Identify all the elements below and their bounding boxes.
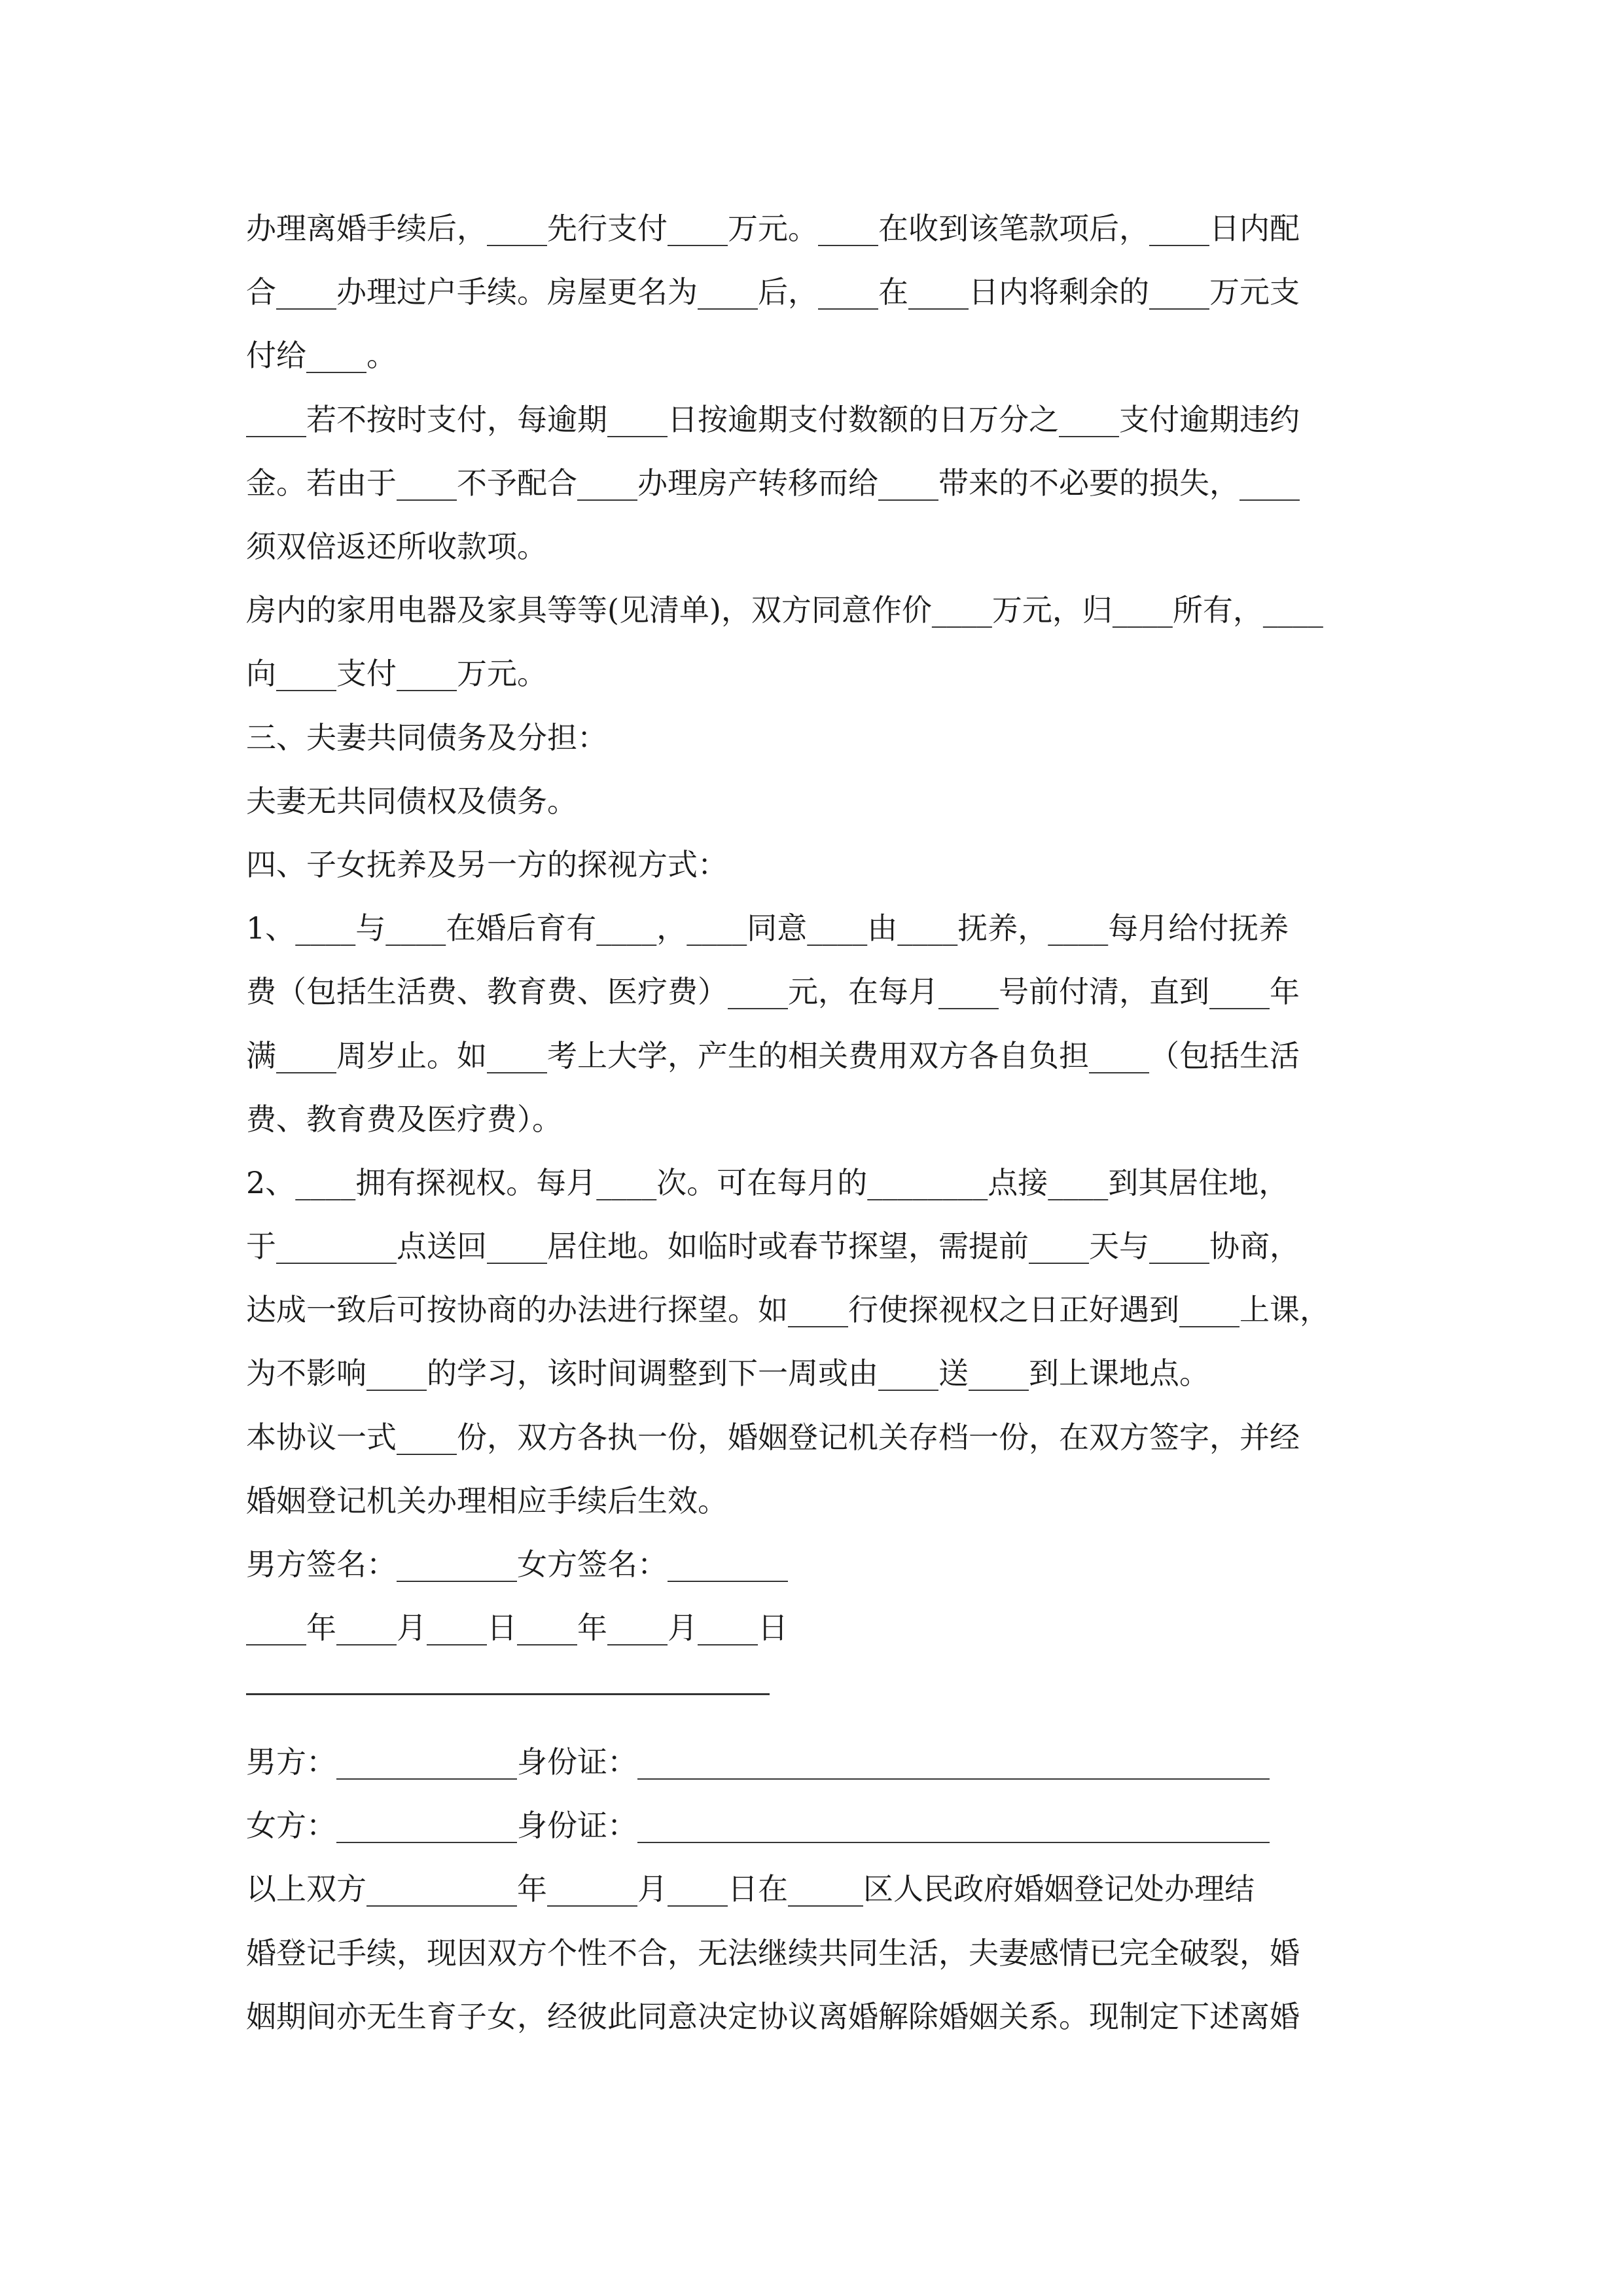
paragraph-line: 付给____。	[246, 338, 397, 373]
paragraph-line: 婚姻登记机关办理相应手续后生效。	[246, 1483, 728, 1518]
paragraph-line: 2、____拥有探视权。每月____次。可在每月的________点接____到其居住地，	[246, 1165, 1289, 1200]
paragraph-line: 须双倍返还所收款项。	[246, 529, 547, 564]
section-divider	[246, 1693, 770, 1695]
male-party-line: 男方：____________身份证：__________________________________________	[246, 1744, 1270, 1780]
paragraph-line: 以上双方__________年______月____日在_____区人民政府婚姻登记处办理结	[246, 1871, 1255, 1907]
paragraph-line: ____若不按时支付，每逾期____日按逾期支付数额的日万分之____支付逾期违约	[246, 402, 1300, 437]
paragraph-line: 向____支付____万元。	[246, 656, 547, 691]
paragraph-line: 金。若由于____不予配合____办理房产转移而给____带来的不必要的损失，____	[246, 465, 1300, 501]
paragraph-line: 费（包括生活费、教育费、医疗费）____元，在每月____号前付清，直到____年	[246, 974, 1300, 1009]
paragraph-line: 房内的家用电器及家具等等(见清单)，双方同意作价____万元，归____所有，____	[246, 592, 1323, 628]
paragraph-line: 达成一致后可按协商的办法进行探望。如____行使探视权之日正好遇到____上课，	[246, 1292, 1330, 1327]
paragraph-line: 于________点送回____居住地。如临时或春节探望，需提前____天与____协商，	[246, 1229, 1300, 1264]
signature-line: 男方签名：________女方签名：________	[246, 1547, 788, 1582]
section-heading: 四、子女抚养及另一方的探视方式：	[246, 847, 728, 882]
paragraph-line: 本协议一式____份，双方各执一份，婚姻登记机关存档一份，在双方签字，并经	[246, 1420, 1300, 1455]
paragraph-line: 婚登记手续，现因双方个性不合，无法继续共同生活，夫妻感情已完全破裂，婚	[246, 1935, 1300, 1971]
paragraph-line: 合____办理过户手续。房屋更名为____后，____在____日内将剩余的____万元支	[246, 274, 1300, 310]
paragraph-line: 夫妻无共同债权及债务。	[246, 783, 577, 819]
paragraph-line: 办理离婚手续后，____先行支付____万元。____在收到该笔款项后，____日内配	[246, 211, 1300, 246]
paragraph-line: 1、____与____在婚后育有____，____同意____由____抚养，____每月给付抚养	[246, 910, 1289, 946]
paragraph-line: 姻期间亦无生育子女，经彼此同意决定协议离婚解除婚姻关系。现制定下述离婚	[246, 1999, 1300, 2034]
paragraph-line: 满____周岁止。如____考上大学，产生的相关费用双方各自负担____（包括生活	[246, 1038, 1300, 1073]
date-line: ____年____月____日____年____月____日	[246, 1610, 788, 1645]
paragraph-line: 费、教育费及医疗费）。	[246, 1102, 562, 1137]
section-heading: 三、夫妻共同债务及分担：	[246, 720, 607, 755]
paragraph-line: 为不影响____的学习，该时间调整到下一周或由____送____到上课地点。	[246, 1355, 1209, 1391]
female-party-line: 女方：____________身份证：__________________________________________	[246, 1808, 1270, 1843]
